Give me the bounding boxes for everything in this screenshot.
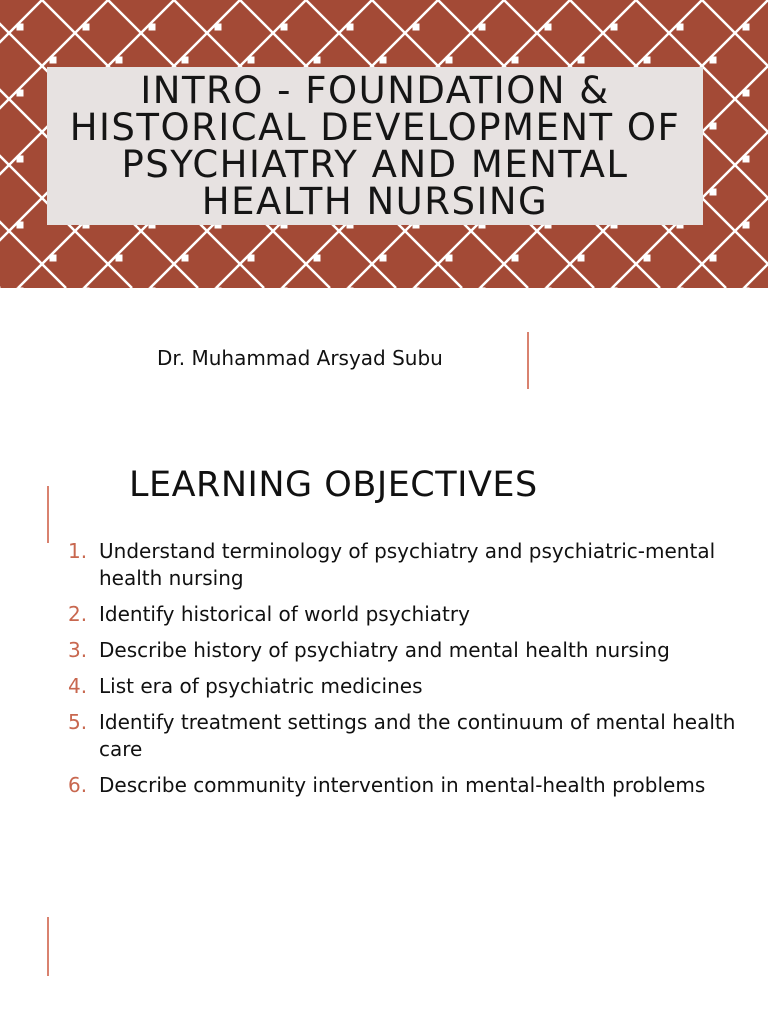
list-item-text: Describe history of psychiatry and mental health nursing xyxy=(99,638,670,662)
slide-title: INTRO - FOUNDATION & HISTORICAL DEVELOPMENT OF PSYCHIATRY AND MENTAL HEALTH NURSING xyxy=(69,69,681,223)
list-item xyxy=(68,709,758,763)
list-item-number: 4. xyxy=(68,674,88,698)
list-item-number: 1. xyxy=(68,539,88,563)
list-item-text: Identify historical of world psychiatry xyxy=(99,602,470,626)
list-item-number: 5. xyxy=(68,710,88,734)
author-name: Dr. Muhammad Arsyad Subu xyxy=(157,346,443,370)
list-item-text: List era of psychiatric medicines xyxy=(99,674,423,698)
list-item-text: Understand terminology of psychiatry and psychiatric-mental health nursing xyxy=(99,539,716,590)
list-item-text: Describe community intervention in mental-health problems xyxy=(99,773,706,797)
list-item xyxy=(68,637,758,664)
list-item-number: 6. xyxy=(68,773,88,797)
decorative-banner xyxy=(0,0,768,288)
list-item-number: 2. xyxy=(68,602,88,626)
divider-line-bottom xyxy=(47,917,49,976)
list-item-text: Identify treatment settings and the continuum of mental health care xyxy=(99,710,736,761)
list-item xyxy=(68,772,758,799)
section-heading: LEARNING OBJECTIVES xyxy=(129,465,538,505)
divider-line-author xyxy=(527,332,529,389)
list-item xyxy=(68,601,758,628)
list-item-number: 3. xyxy=(68,638,88,662)
divider-line-heading xyxy=(47,486,49,543)
objectives-list xyxy=(68,538,758,808)
title-box xyxy=(47,67,703,225)
list-item xyxy=(68,538,758,592)
list-item xyxy=(68,673,758,700)
